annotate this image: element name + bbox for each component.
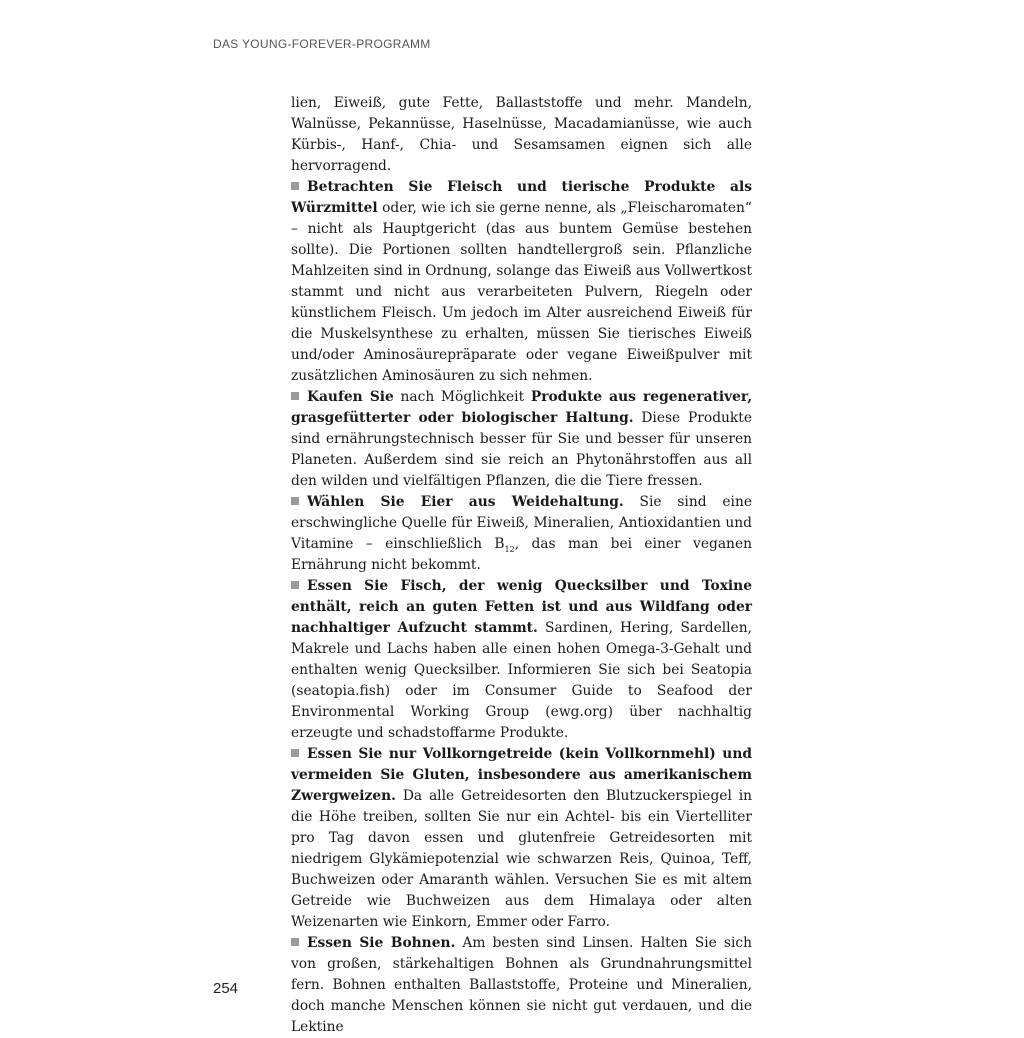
list-item-mid-bold: Produkte aus regenerativer, grasgefütterter oder biologischer Haltung. bbox=[291, 389, 752, 426]
list-item-text: Diese Produkte sind ernährungstechnisch besser für Sie und besser für unseren Planeten. Außerdem sind sie reich an Phytonährstoffen aus all den wilden und vielfältigen Pflanzen, die die Tiere fressen. bbox=[291, 410, 752, 489]
square-bullet-icon bbox=[291, 182, 299, 190]
square-bullet-icon bbox=[291, 497, 299, 505]
paragraph-text: lien, Eiweiß, gute Fette, Ballaststoffe und mehr. Mandeln, Walnüsse, Pekannüsse, Haselnüsse, Macadamianüsse, wie auch Kürbis-, Hanf-, Chia- und Sesamsamen eignen sich alle hervorragend. bbox=[291, 95, 752, 174]
square-bullet-icon bbox=[291, 749, 299, 757]
running-head: DAS YOUNG-FOREVER-PROGRAMM bbox=[213, 37, 431, 51]
paragraph-continuation bbox=[291, 93, 752, 177]
list-item-text: Sie sind eine erschwingliche Quelle für Eiweiß, Mineralien, Antioxidantien und Vitamine – einschließlich B bbox=[291, 494, 752, 552]
list-item-beans bbox=[291, 933, 752, 1038]
list-item-text: Da alle Getreidesorten den Blutzuckerspiegel in die Höhe treiben, sollten Sie nur ein Achtel- bis ein Viertelliter pro Tag davon essen und glutenfreie Getreidesorten mit niedrigem Glykämiepotenzial wie schwarzen Reis, Quinoa, Teff, Buchweizen oder Amaranth wählen. Versuchen Sie es mit altem Getreide wie Buchweizen aus dem Himalaya oder alten Weizenarten wie Einkorn, Emmer oder Farro. bbox=[291, 788, 752, 930]
list-item-text: Sardinen, Hering, Sardellen, Makrele und Lachs haben alle einen hohen Omega-3-Gehalt und enthalten wenig Quecksilber. Informieren Sie sich bei Seatopia (seatopia.fish) oder im Consumer Guide to Seafood der Environmental Working Group (ewg.org) über nachhaltig erzeugte und schadstoffarme Produkte. bbox=[291, 620, 752, 741]
list-item-lead: Betrachten Sie Fleisch und tierische Produkte als Würzmittel bbox=[291, 179, 752, 216]
list-item-lead: Wählen Sie Eier aus Weidehaltung. bbox=[307, 494, 624, 510]
list-item-fish bbox=[291, 576, 752, 744]
list-item-eggs bbox=[291, 492, 752, 576]
square-bullet-icon bbox=[291, 938, 299, 946]
list-item-text-after: , das man bei einer veganen Ernährung nicht bekommt. bbox=[291, 536, 752, 573]
list-item-regenerative bbox=[291, 387, 752, 492]
page-number: 254 bbox=[213, 980, 239, 997]
body-text bbox=[291, 93, 752, 1038]
list-item-grains bbox=[291, 744, 752, 933]
list-item-mid: nach Möglichkeit bbox=[393, 389, 531, 405]
list-item-lead: Kaufen Sie bbox=[307, 389, 394, 405]
list-item-lead: Essen Sie Fisch, der wenig Quecksilber und Toxine enthält, reich an guten Fetten ist und aus Wildfang oder nachhaltiger Aufzucht stammt. bbox=[291, 578, 752, 636]
square-bullet-icon bbox=[291, 392, 299, 400]
list-item-lead: Essen Sie Bohnen. bbox=[307, 935, 456, 951]
list-item-lead: Essen Sie nur Vollkorngetreide (kein Vollkornmehl) und vermeiden Sie Gluten, insbesondere aus amerikanischem Zwergweizen. bbox=[291, 746, 752, 804]
list-item-meat bbox=[291, 177, 752, 387]
subscript: 12 bbox=[504, 544, 515, 554]
list-item-text: Am besten sind Linsen. Halten Sie sich von großen, stärkehaltigen Bohnen als Grundnahrungsmittel fern. Bohnen enthalten Ballaststoffe, Proteine und Mineralien, doch manche Menschen können sie nicht gut verdauen, und die Lektine bbox=[291, 935, 752, 1035]
list-item-text: oder, wie ich sie gerne nenne, als „Fleischaromaten“ – nicht als Hauptgericht (das aus buntem Gemüse bestehen sollte). Die Portionen sollten handtellergroß sein. Pflanzliche Mahlzeiten sind in Ordnung, solange das Eiweiß aus Vollwertkost stammt und nicht aus verarbeiteten Pulvern, Riegeln oder künstlichem Fleisch. Um jedoch im Alter ausreichend Eiweiß für die Muskelsynthese zu erhalten, müssen Sie tierisches Eiweiß und/oder Aminosäurepräparate oder vegane Eiweißpulver mit zusätzlichen Aminosäuren zu sich nehmen. bbox=[291, 200, 752, 384]
square-bullet-icon bbox=[291, 581, 299, 589]
